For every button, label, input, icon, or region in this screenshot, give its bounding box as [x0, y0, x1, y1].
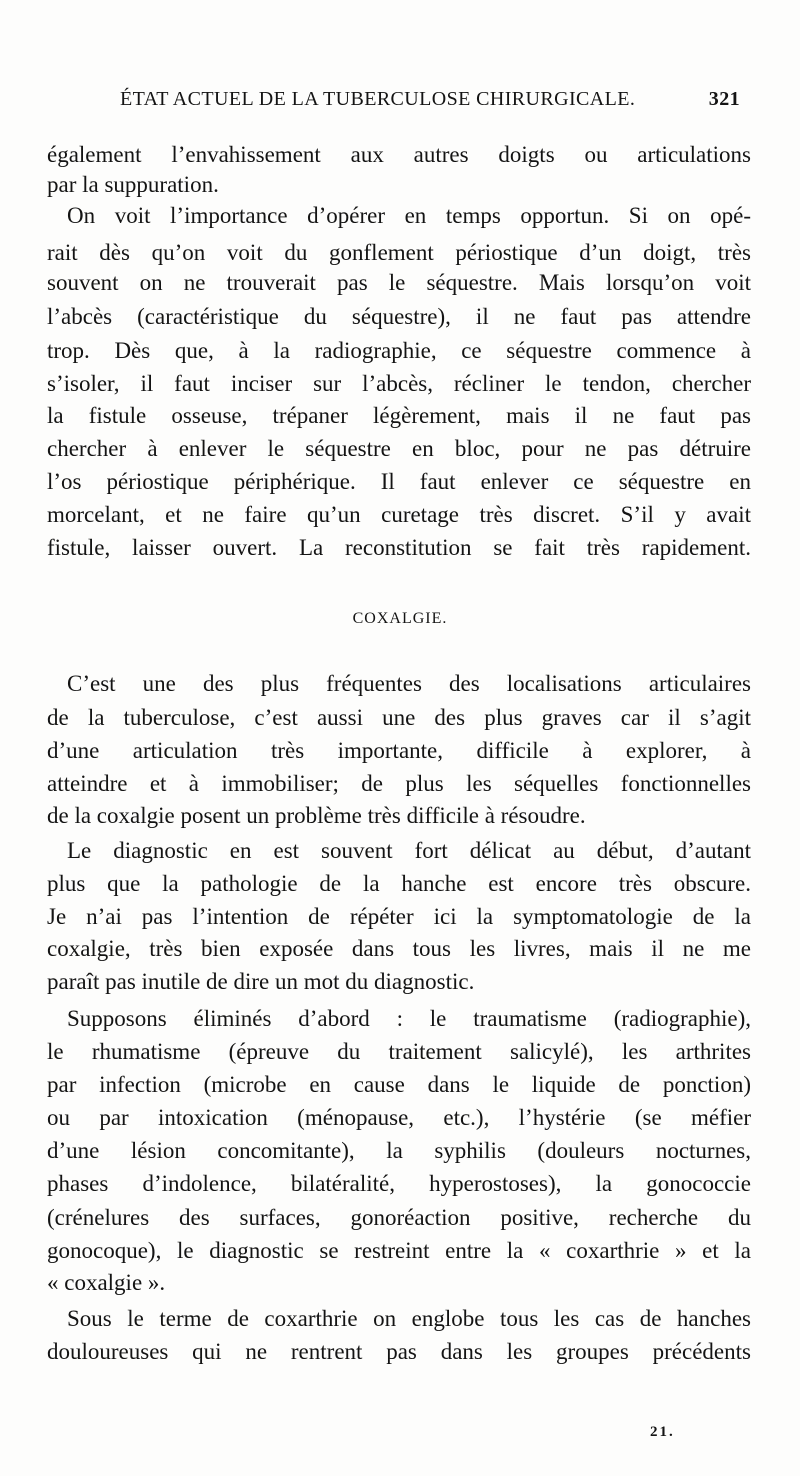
- text-line: gonocoque), le diagnostic se restreint entre la « coxarthrie » et la: [47, 1238, 751, 1263]
- text-line: de la tuberculose, c’est aussi une des plus graves car il s’agit: [47, 705, 751, 730]
- text-line: ou par intoxication (ménopause, etc.), l’hystérie (se méfier: [47, 1105, 751, 1130]
- running-header-title: ÉTAT ACTUEL DE LA TUBERCULOSE CHIRURGICALE.: [120, 88, 636, 110]
- text-line: paraît pas inutile de dire un mot du diagnostic.: [47, 969, 475, 994]
- text-line: coxalgie, très bien exposée dans tous les livres, mais il ne me: [47, 936, 751, 961]
- text-line: l’os périostique périphérique. Il faut enlever ce séquestre en: [47, 469, 751, 494]
- text-line: rait dès qu’on voit du gonflement périostique d’un doigt, très: [47, 240, 751, 265]
- text-line: s’isoler, il faut inciser sur l’abcès, récliner le tendon, chercher: [47, 371, 751, 396]
- text-line: de la coxalgie posent un problème très difficile à résoudre.: [47, 803, 586, 828]
- text-line: l’abcès (caractéristique du séquestre), il ne faut pas attendre: [47, 304, 751, 329]
- text-line: le rhumatisme (épreuve du traitement salicylé), les arthrites: [47, 1039, 751, 1064]
- text-line: d’une articulation très importante, difficile à explorer, à: [47, 738, 751, 763]
- text-line: C’est une des plus fréquentes des localisations articulaires: [67, 671, 751, 696]
- text-line: morcelant, et ne faire qu’un curetage très discret. S’il y avait: [47, 502, 751, 527]
- text-line: phases d’indolence, bilatéralité, hyperostoses), la gonococcie: [47, 1171, 751, 1196]
- signature-mark: 21.: [650, 1424, 675, 1440]
- text-line: également l’envahissement aux autres doigts ou articulations: [47, 142, 751, 167]
- text-line: douloureuses qui ne rentrent pas dans les groupes précédents: [47, 1339, 751, 1364]
- text-line: souvent on ne trouverait pas le séquestre. Mais lorsqu’on voit: [47, 270, 751, 295]
- text-line: la fistule osseuse, trépaner légèrement, mais il ne faut pas: [47, 403, 751, 428]
- text-line: Supposons éliminés d’abord : le traumatisme (radiographie),: [67, 1006, 751, 1031]
- text-line: chercher à enlever le séquestre en bloc, pour ne pas détruire: [47, 436, 751, 461]
- text-line: atteindre et à immobiliser; de plus les séquelles fonctionnelles: [47, 771, 751, 796]
- section-heading: COXALGIE.: [352, 610, 448, 627]
- text-line: Sous le terme de coxarthrie on englobe tous les cas de hanches: [67, 1306, 751, 1331]
- text-line: « coxalgie ».: [47, 1270, 166, 1295]
- text-line: fistule, laisser ouvert. La reconstitution se fait très rapidement.: [47, 535, 751, 560]
- text-line: Je n’ai pas l’intention de répéter ici la symptomatologie de la: [47, 904, 751, 929]
- text-line: trop. Dès que, à la radiographie, ce séquestre commence à: [47, 338, 751, 363]
- text-line: On voit l’importance d’opérer en temps opportun. Si on opé-: [67, 203, 751, 228]
- text-line: d’une lésion concomitante), la syphilis (douleurs nocturnes,: [47, 1138, 751, 1163]
- page-number: 321: [708, 88, 740, 110]
- text-line: par la suppuration.: [47, 172, 219, 197]
- text-line: par infection (microbe en cause dans le liquide de ponction): [47, 1072, 751, 1097]
- running-header: [120, 88, 740, 118]
- text-line: (crénelures des surfaces, gonoréaction positive, recherche du: [47, 1205, 751, 1230]
- text-line: Le diagnostic en est souvent fort délicat au début, d’autant: [67, 838, 751, 863]
- text-line: plus que la pathologie de la hanche est encore très obscure.: [47, 871, 751, 896]
